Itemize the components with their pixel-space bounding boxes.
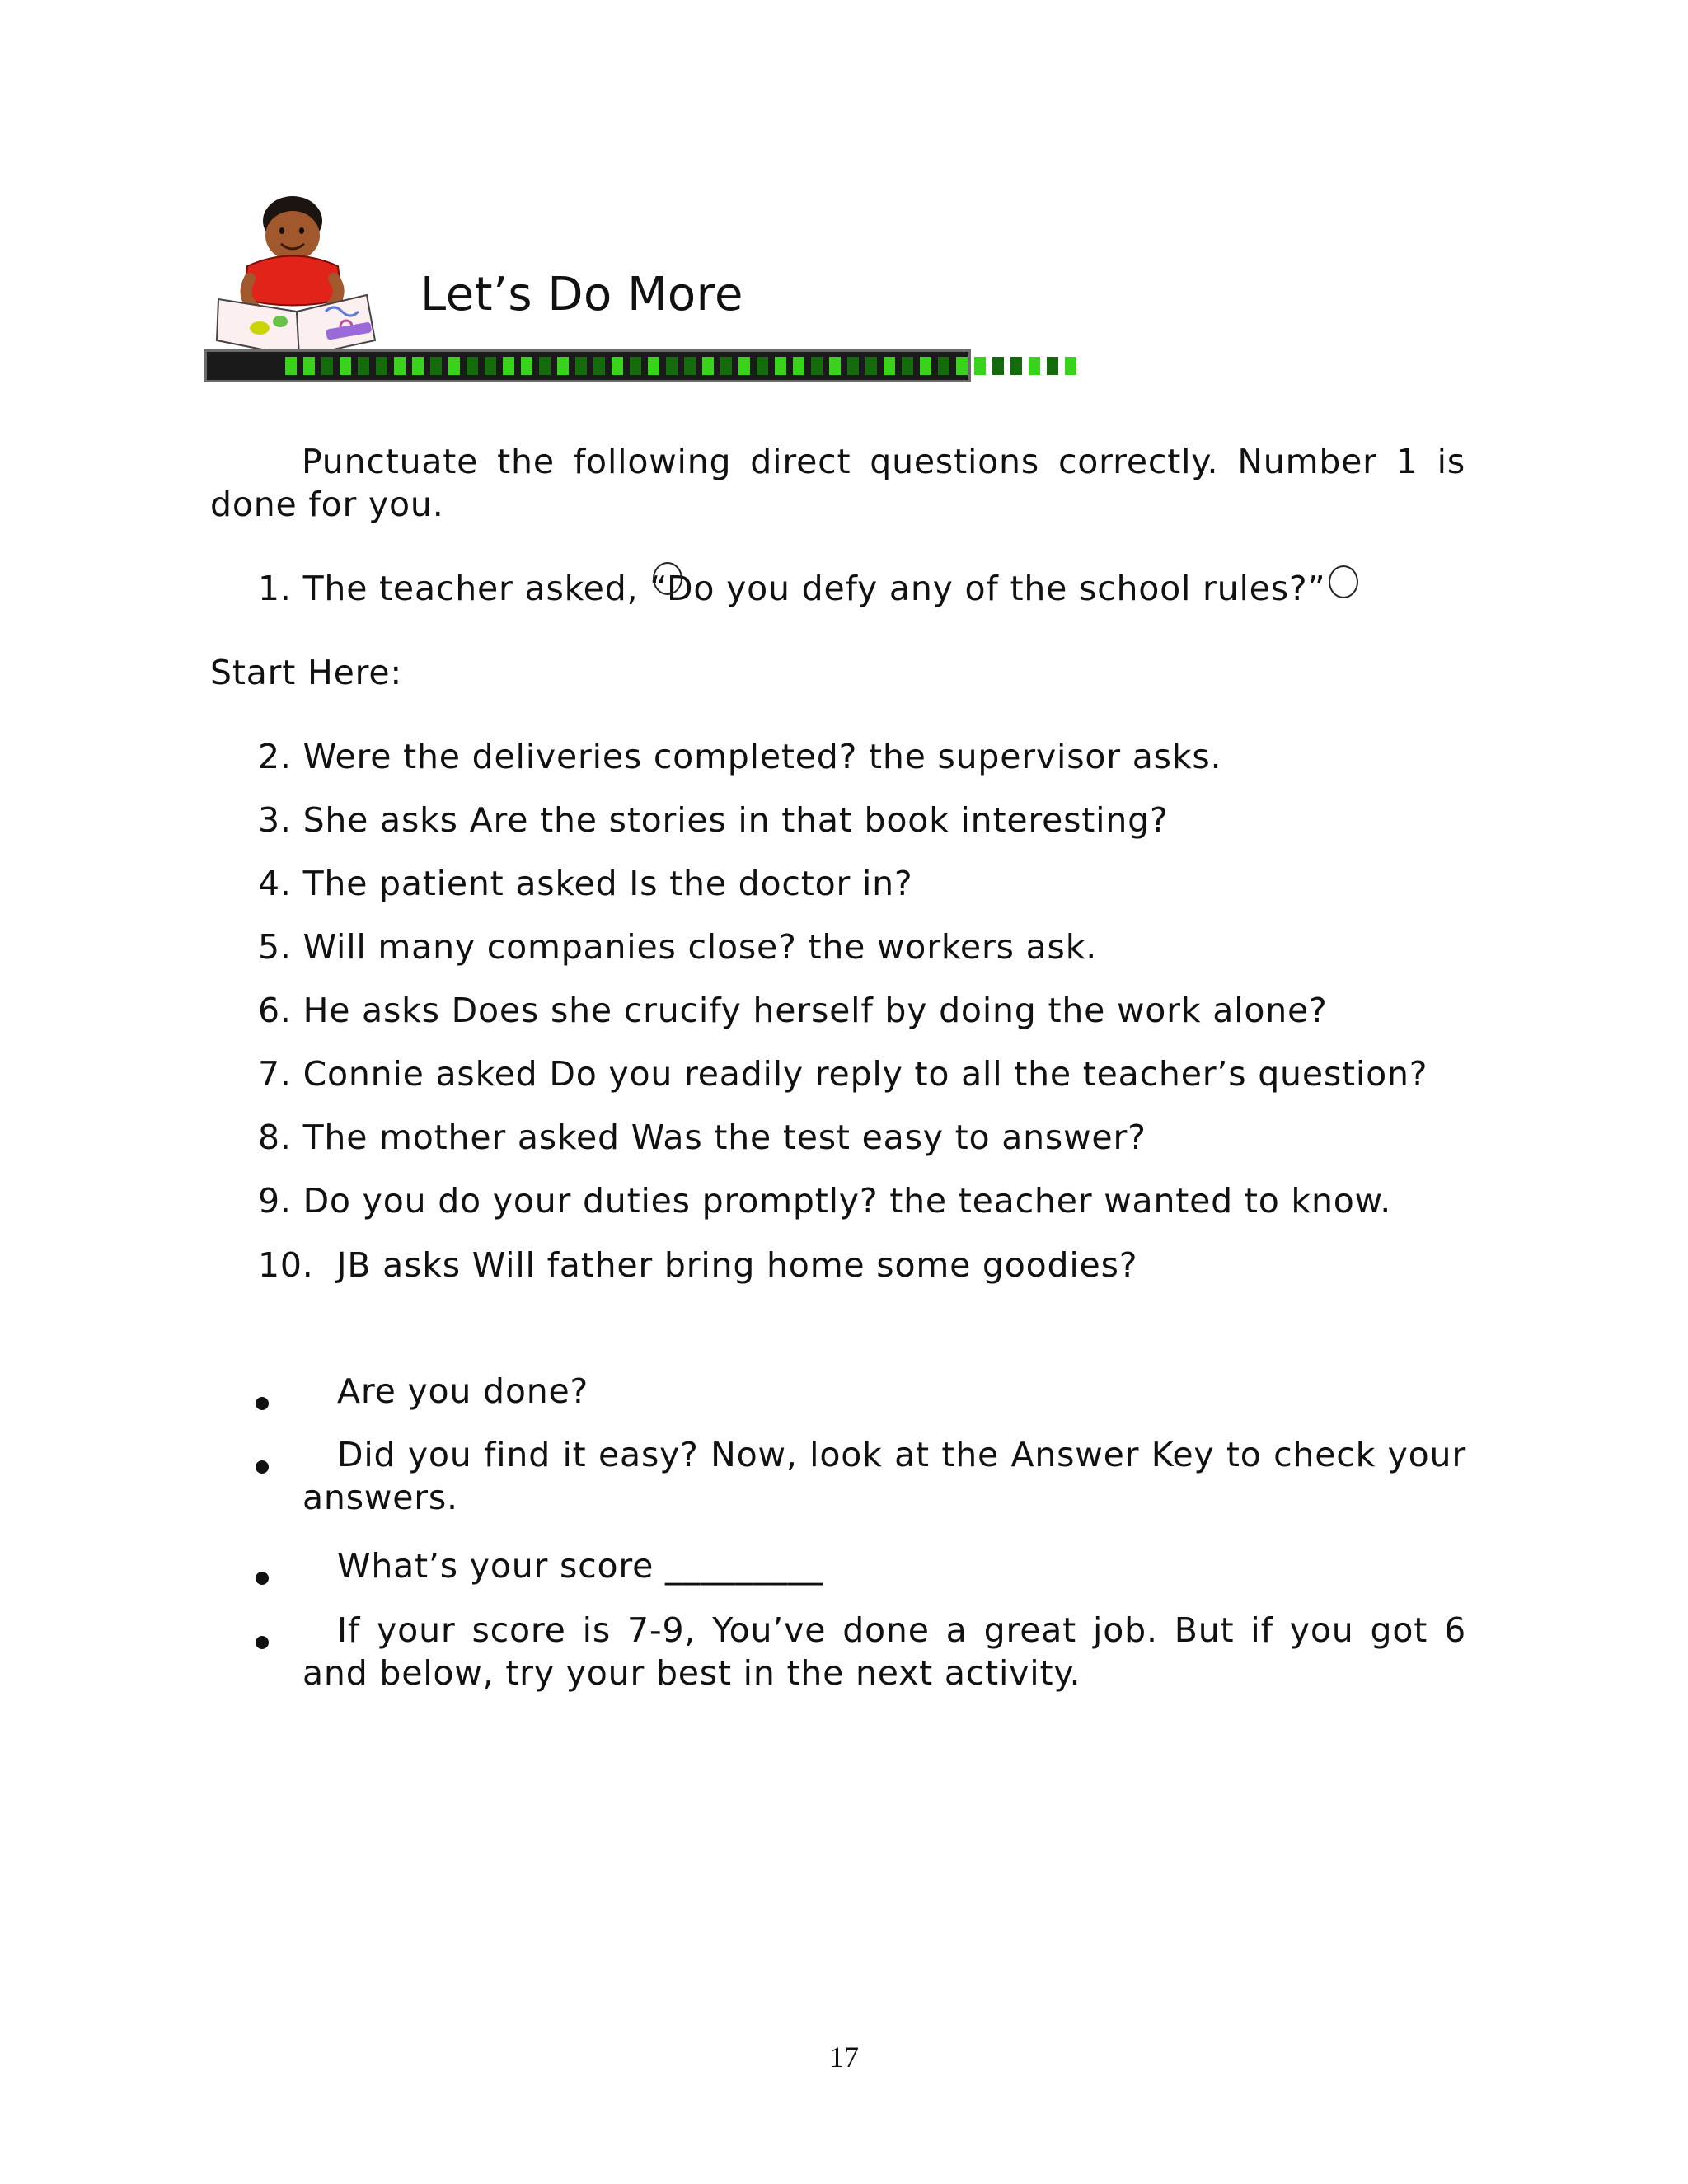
list-item [258, 1118, 1146, 1157]
checklist-item-continued: and below, try your best in the next activity. [302, 1653, 1081, 1693]
question-number: 4. [258, 864, 292, 903]
circle-mark-icon [653, 562, 682, 595]
page-number: 17 [829, 2041, 859, 2074]
question-text: The patient asked Is the doctor in? [302, 864, 913, 903]
question-number: 7. [258, 1054, 292, 1094]
instructions-text: Punctuate the following direct questions correctly. Number 1 is [302, 442, 1465, 481]
list-item [258, 1245, 1137, 1285]
question-text: He asks Does she crucify herself by doing the work alone? [302, 991, 1328, 1030]
question-number: 10. [258, 1245, 314, 1285]
list-item [258, 927, 1097, 967]
question-text: The mother asked Was the test easy to answer? [302, 1118, 1146, 1157]
list-item [258, 737, 1221, 776]
circle-mark-icon [1329, 565, 1358, 598]
checklist-item: Are you done? [337, 1371, 589, 1411]
checklist-item: If your score is 7-9, You’ve done a great job. But if you got 6 [337, 1610, 1466, 1650]
question-number: 9. [258, 1181, 292, 1221]
question-text: Connie asked Do you readily reply to all the teacher’s question? [302, 1054, 1428, 1094]
question-text: Do you do your duties promptly? the teacher wanted to know. [302, 1181, 1392, 1221]
header-progress-bar [204, 349, 971, 382]
question-number: 6. [258, 991, 292, 1030]
list-item [258, 800, 1169, 840]
list-item [258, 991, 1328, 1030]
question-number: 3. [258, 800, 292, 840]
bullet-icon [256, 1397, 269, 1410]
checklist-item: What’s your score _________ [337, 1546, 823, 1586]
checklist-item: Did you find it easy? Now, look at the Answer Key to check your [337, 1435, 1466, 1474]
question-number: 5. [258, 927, 292, 967]
question-text: Will many companies close? the workers ask. [302, 927, 1098, 967]
question-text: Were the deliveries completed? the supervisor asks. [302, 737, 1222, 776]
bullet-icon [256, 1572, 269, 1585]
question-number: 8. [258, 1118, 292, 1157]
instructions-text-continued: done for you. [210, 485, 444, 524]
example-question [258, 569, 1325, 608]
list-item [258, 864, 912, 903]
checklist-item-continued: answers. [302, 1478, 458, 1517]
section-title: Let’s Do More [420, 268, 743, 321]
bullet-icon [256, 1460, 269, 1474]
question-number: 2. [258, 737, 292, 776]
list-item [258, 1054, 1428, 1094]
question-number: 1. [258, 569, 292, 608]
question-text: The teacher asked, “Do you defy any of the school rules?” [302, 569, 1326, 608]
question-text: She asks Are the stories in that book interesting? [302, 800, 1169, 840]
bullet-icon [256, 1636, 269, 1649]
start-label: Start Here: [210, 653, 403, 692]
question-text: JB asks Will father bring home some goodies? [336, 1245, 1138, 1285]
list-item [258, 1181, 1391, 1221]
